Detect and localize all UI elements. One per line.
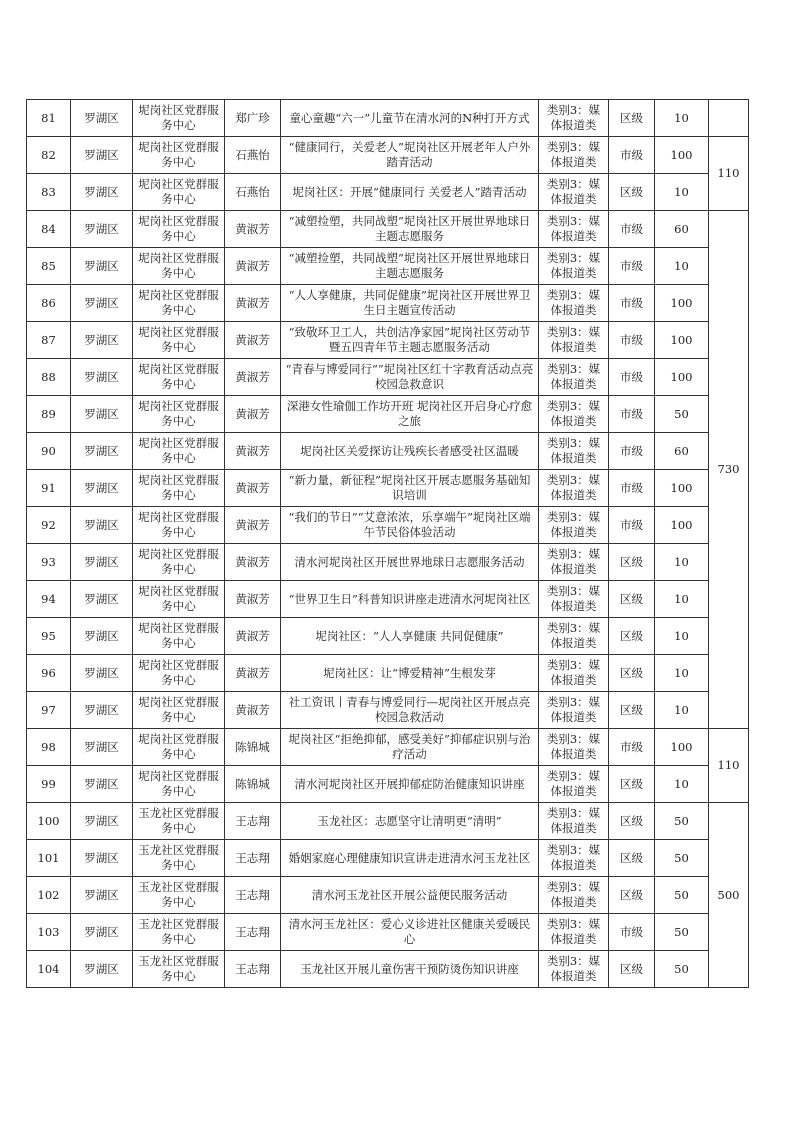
- organization-cell: 坭岗社区党群服务中心: [133, 766, 225, 803]
- report-title-cell: “减塑捡塑，共同战塑”坭岗社区开展世界地球日主题志愿服务: [281, 248, 539, 285]
- row-number: 84: [27, 211, 71, 248]
- category-cell: 类别3：媒体报道类: [539, 211, 609, 248]
- level-cell: 市级: [609, 729, 655, 766]
- level-cell: 区级: [609, 766, 655, 803]
- person-cell: 黄淑芳: [225, 211, 281, 248]
- group-total-cell: 110: [709, 729, 749, 803]
- person-cell: 石燕怡: [225, 174, 281, 211]
- score-cell: 50: [655, 877, 709, 914]
- level-cell: 区级: [609, 174, 655, 211]
- report-title-cell: 坭岗社区：开展“健康同行 关爱老人”踏青活动: [281, 174, 539, 211]
- table-row: [27, 248, 749, 285]
- level-cell: 市级: [609, 137, 655, 174]
- category-cell: 类别3：媒体报道类: [539, 914, 609, 951]
- person-cell: 黄淑芳: [225, 322, 281, 359]
- score-cell: 100: [655, 359, 709, 396]
- person-cell: 王志翔: [225, 951, 281, 988]
- report-title-cell: 坭岗社区“拒绝抑郁，感受美好”抑郁症识别与治疗活动: [281, 729, 539, 766]
- report-title-cell: “致敬环卫工人，共创洁净家园”坭岗社区劳动节暨五四青年节主题志愿服务活动: [281, 322, 539, 359]
- level-cell: 区级: [609, 100, 655, 137]
- category-cell: 类别3：媒体报道类: [539, 100, 609, 137]
- person-cell: 黄淑芳: [225, 507, 281, 544]
- organization-cell: 坭岗社区党群服务中心: [133, 470, 225, 507]
- row-number: 87: [27, 322, 71, 359]
- category-cell: 类别3：媒体报道类: [539, 285, 609, 322]
- category-cell: 类别3：媒体报道类: [539, 544, 609, 581]
- district-cell: 罗湖区: [71, 470, 133, 507]
- person-cell: 黄淑芳: [225, 396, 281, 433]
- level-cell: 市级: [609, 285, 655, 322]
- score-cell: 50: [655, 803, 709, 840]
- category-cell: 类别3：媒体报道类: [539, 877, 609, 914]
- category-cell: 类别3：媒体报道类: [539, 322, 609, 359]
- score-cell: 10: [655, 655, 709, 692]
- score-cell: 60: [655, 211, 709, 248]
- district-cell: 罗湖区: [71, 803, 133, 840]
- group-total-cell: [709, 100, 749, 137]
- organization-cell: 坭岗社区党群服务中心: [133, 359, 225, 396]
- score-cell: 60: [655, 433, 709, 470]
- row-number: 96: [27, 655, 71, 692]
- category-cell: 类别3：媒体报道类: [539, 951, 609, 988]
- person-cell: 黄淑芳: [225, 544, 281, 581]
- district-cell: 罗湖区: [71, 211, 133, 248]
- person-cell: 黄淑芳: [225, 359, 281, 396]
- district-cell: 罗湖区: [71, 100, 133, 137]
- person-cell: 黄淑芳: [225, 692, 281, 729]
- table-row: [27, 618, 749, 655]
- category-cell: 类别3：媒体报道类: [539, 655, 609, 692]
- table-body: [27, 100, 749, 988]
- person-cell: 黄淑芳: [225, 285, 281, 322]
- district-cell: 罗湖区: [71, 396, 133, 433]
- person-cell: 黄淑芳: [225, 618, 281, 655]
- level-cell: 区级: [609, 951, 655, 988]
- row-number: 99: [27, 766, 71, 803]
- organization-cell: 坭岗社区党群服务中心: [133, 248, 225, 285]
- score-cell: 10: [655, 174, 709, 211]
- report-title-cell: “世界卫生日”科普知识讲座走进清水河坭岗社区: [281, 581, 539, 618]
- organization-cell: 坭岗社区党群服务中心: [133, 618, 225, 655]
- category-cell: 类别3：媒体报道类: [539, 581, 609, 618]
- score-cell: 100: [655, 285, 709, 322]
- level-cell: 区级: [609, 877, 655, 914]
- score-cell: 10: [655, 766, 709, 803]
- level-cell: 市级: [609, 248, 655, 285]
- score-cell: 50: [655, 951, 709, 988]
- category-cell: 类别3：媒体报道类: [539, 174, 609, 211]
- organization-cell: 玉龙社区党群服务中心: [133, 877, 225, 914]
- organization-cell: 坭岗社区党群服务中心: [133, 137, 225, 174]
- row-number: 81: [27, 100, 71, 137]
- organization-cell: 坭岗社区党群服务中心: [133, 507, 225, 544]
- table-row: [27, 137, 749, 174]
- report-title-cell: 清水河坭岗社区开展抑郁症防治健康知识讲座: [281, 766, 539, 803]
- level-cell: 区级: [609, 803, 655, 840]
- row-number: 93: [27, 544, 71, 581]
- report-title-cell: 清水河玉龙社区开展公益便民服务活动: [281, 877, 539, 914]
- organization-cell: 坭岗社区党群服务中心: [133, 322, 225, 359]
- level-cell: 区级: [609, 655, 655, 692]
- table-row: [27, 470, 749, 507]
- person-cell: 郑广珍: [225, 100, 281, 137]
- organization-cell: 玉龙社区党群服务中心: [133, 840, 225, 877]
- row-number: 89: [27, 396, 71, 433]
- row-number: 82: [27, 137, 71, 174]
- table-row: [27, 914, 749, 951]
- score-cell: 10: [655, 581, 709, 618]
- category-cell: 类别3：媒体报道类: [539, 396, 609, 433]
- level-cell: 市级: [609, 433, 655, 470]
- row-number: 83: [27, 174, 71, 211]
- district-cell: 罗湖区: [71, 581, 133, 618]
- category-cell: 类别3：媒体报道类: [539, 840, 609, 877]
- table-row: [27, 322, 749, 359]
- report-title-cell: 童心童趣“六一”儿童节在清水河的N种打开方式: [281, 100, 539, 137]
- organization-cell: 坭岗社区党群服务中心: [133, 581, 225, 618]
- category-cell: 类别3：媒体报道类: [539, 433, 609, 470]
- category-cell: 类别3：媒体报道类: [539, 729, 609, 766]
- row-number: 103: [27, 914, 71, 951]
- report-title-cell: “青春与博爱同行“”坭岗社区红十字教育活动点亮校园急救意识: [281, 359, 539, 396]
- organization-cell: 玉龙社区党群服务中心: [133, 803, 225, 840]
- table-row: [27, 840, 749, 877]
- organization-cell: 玉龙社区党群服务中心: [133, 951, 225, 988]
- score-cell: 10: [655, 248, 709, 285]
- table-row: [27, 174, 749, 211]
- district-cell: 罗湖区: [71, 840, 133, 877]
- person-cell: 陈锦城: [225, 729, 281, 766]
- organization-cell: 坭岗社区党群服务中心: [133, 433, 225, 470]
- score-cell: 10: [655, 544, 709, 581]
- level-cell: 市级: [609, 211, 655, 248]
- district-cell: 罗湖区: [71, 248, 133, 285]
- table-row: [27, 507, 749, 544]
- row-number: 97: [27, 692, 71, 729]
- report-title-cell: 社工资讯丨青春与博爱同行—坭岗社区开展点亮校园急救活动: [281, 692, 539, 729]
- score-cell: 10: [655, 100, 709, 137]
- person-cell: 黄淑芳: [225, 248, 281, 285]
- report-title-cell: “减塑捡塑，共同战塑”坭岗社区开展世界地球日主题志愿服务: [281, 211, 539, 248]
- organization-cell: 坭岗社区党群服务中心: [133, 692, 225, 729]
- person-cell: 黄淑芳: [225, 433, 281, 470]
- district-cell: 罗湖区: [71, 914, 133, 951]
- report-title-cell: “新力量，新征程”坭岗社区开展志愿服务基础知识培训: [281, 470, 539, 507]
- table-row: [27, 544, 749, 581]
- table-row: [27, 655, 749, 692]
- district-cell: 罗湖区: [71, 322, 133, 359]
- organization-cell: 坭岗社区党群服务中心: [133, 729, 225, 766]
- row-number: 91: [27, 470, 71, 507]
- group-total-cell: 500: [709, 803, 749, 988]
- score-cell: 10: [655, 618, 709, 655]
- row-number: 88: [27, 359, 71, 396]
- row-number: 90: [27, 433, 71, 470]
- organization-cell: 玉龙社区党群服务中心: [133, 914, 225, 951]
- report-title-cell: “人人享健康，共同促健康”坭岗社区开展世界卫生日主题宣传活动: [281, 285, 539, 322]
- district-cell: 罗湖区: [71, 877, 133, 914]
- category-cell: 类别3：媒体报道类: [539, 359, 609, 396]
- records-table: [26, 99, 749, 988]
- row-number: 102: [27, 877, 71, 914]
- score-cell: 50: [655, 914, 709, 951]
- category-cell: 类别3：媒体报道类: [539, 766, 609, 803]
- level-cell: 市级: [609, 507, 655, 544]
- table-row: [27, 803, 749, 840]
- district-cell: 罗湖区: [71, 951, 133, 988]
- report-title-cell: 坭岗社区：让“博爱精神”生根发芽: [281, 655, 539, 692]
- row-number: 94: [27, 581, 71, 618]
- district-cell: 罗湖区: [71, 359, 133, 396]
- table-row: [27, 211, 749, 248]
- row-number: 98: [27, 729, 71, 766]
- level-cell: 市级: [609, 359, 655, 396]
- report-title-cell: 清水河玉龙社区：爱心义诊进社区健康关爱暖民心: [281, 914, 539, 951]
- report-title-cell: 婚姻家庭心理健康知识宣讲走进清水河玉龙社区: [281, 840, 539, 877]
- report-title-cell: 玉龙社区：志愿坚守让清明更“清明”: [281, 803, 539, 840]
- level-cell: 区级: [609, 581, 655, 618]
- organization-cell: 坭岗社区党群服务中心: [133, 211, 225, 248]
- organization-cell: 坭岗社区党群服务中心: [133, 396, 225, 433]
- district-cell: 罗湖区: [71, 544, 133, 581]
- score-cell: 50: [655, 840, 709, 877]
- person-cell: 王志翔: [225, 803, 281, 840]
- level-cell: 市级: [609, 914, 655, 951]
- organization-cell: 坭岗社区党群服务中心: [133, 174, 225, 211]
- table-row: [27, 766, 749, 803]
- person-cell: 王志翔: [225, 877, 281, 914]
- district-cell: 罗湖区: [71, 137, 133, 174]
- level-cell: 市级: [609, 396, 655, 433]
- table-row: [27, 877, 749, 914]
- district-cell: 罗湖区: [71, 655, 133, 692]
- organization-cell: 坭岗社区党群服务中心: [133, 100, 225, 137]
- level-cell: 市级: [609, 322, 655, 359]
- score-cell: 100: [655, 137, 709, 174]
- organization-cell: 坭岗社区党群服务中心: [133, 655, 225, 692]
- table-row: [27, 729, 749, 766]
- report-title-cell: “健康同行，关爱老人”坭岗社区开展老年人户外踏青活动: [281, 137, 539, 174]
- score-cell: 100: [655, 507, 709, 544]
- person-cell: 黄淑芳: [225, 655, 281, 692]
- level-cell: 区级: [609, 692, 655, 729]
- report-title-cell: 清水河坭岗社区开展世界地球日志愿服务活动: [281, 544, 539, 581]
- table-row: [27, 433, 749, 470]
- category-cell: 类别3：媒体报道类: [539, 248, 609, 285]
- district-cell: 罗湖区: [71, 729, 133, 766]
- person-cell: 陈锦城: [225, 766, 281, 803]
- level-cell: 区级: [609, 840, 655, 877]
- category-cell: 类别3：媒体报道类: [539, 803, 609, 840]
- row-number: 86: [27, 285, 71, 322]
- group-total-cell: 730: [709, 211, 749, 729]
- report-title-cell: “我们的节日”“艾意浓浓，乐享端午”坭岗社区端午节民俗体验活动: [281, 507, 539, 544]
- district-cell: 罗湖区: [71, 507, 133, 544]
- person-cell: 黄淑芳: [225, 581, 281, 618]
- group-total-cell: 110: [709, 137, 749, 211]
- row-number: 100: [27, 803, 71, 840]
- score-cell: 10: [655, 692, 709, 729]
- report-title-cell: 深港女性瑜伽工作坊开班 坭岗社区开启身心疗愈之旅: [281, 396, 539, 433]
- row-number: 104: [27, 951, 71, 988]
- person-cell: 王志翔: [225, 840, 281, 877]
- table-row: [27, 581, 749, 618]
- table-row: [27, 951, 749, 988]
- organization-cell: 坭岗社区党群服务中心: [133, 285, 225, 322]
- table-row: [27, 692, 749, 729]
- score-cell: 50: [655, 396, 709, 433]
- score-cell: 100: [655, 322, 709, 359]
- district-cell: 罗湖区: [71, 174, 133, 211]
- level-cell: 区级: [609, 618, 655, 655]
- row-number: 92: [27, 507, 71, 544]
- district-cell: 罗湖区: [71, 766, 133, 803]
- organization-cell: 坭岗社区党群服务中心: [133, 544, 225, 581]
- person-cell: 黄淑芳: [225, 470, 281, 507]
- report-title-cell: 坭岗社区：“人人享健康 共同促健康”: [281, 618, 539, 655]
- table-row: [27, 359, 749, 396]
- district-cell: 罗湖区: [71, 692, 133, 729]
- category-cell: 类别3：媒体报道类: [539, 692, 609, 729]
- row-number: 101: [27, 840, 71, 877]
- row-number: 85: [27, 248, 71, 285]
- category-cell: 类别3：媒体报道类: [539, 507, 609, 544]
- district-cell: 罗湖区: [71, 433, 133, 470]
- score-cell: 100: [655, 470, 709, 507]
- person-cell: 王志翔: [225, 914, 281, 951]
- report-title-cell: 坭岗社区关爱探访让残疾长者感受社区温暖: [281, 433, 539, 470]
- level-cell: 市级: [609, 470, 655, 507]
- score-cell: 100: [655, 729, 709, 766]
- category-cell: 类别3：媒体报道类: [539, 470, 609, 507]
- category-cell: 类别3：媒体报道类: [539, 137, 609, 174]
- row-number: 95: [27, 618, 71, 655]
- table-row: [27, 100, 749, 137]
- district-cell: 罗湖区: [71, 285, 133, 322]
- level-cell: 区级: [609, 544, 655, 581]
- report-title-cell: 玉龙社区开展儿童伤害干预防烫伤知识讲座: [281, 951, 539, 988]
- category-cell: 类别3：媒体报道类: [539, 618, 609, 655]
- table-row: [27, 285, 749, 322]
- table-row: [27, 396, 749, 433]
- district-cell: 罗湖区: [71, 618, 133, 655]
- person-cell: 石燕怡: [225, 137, 281, 174]
